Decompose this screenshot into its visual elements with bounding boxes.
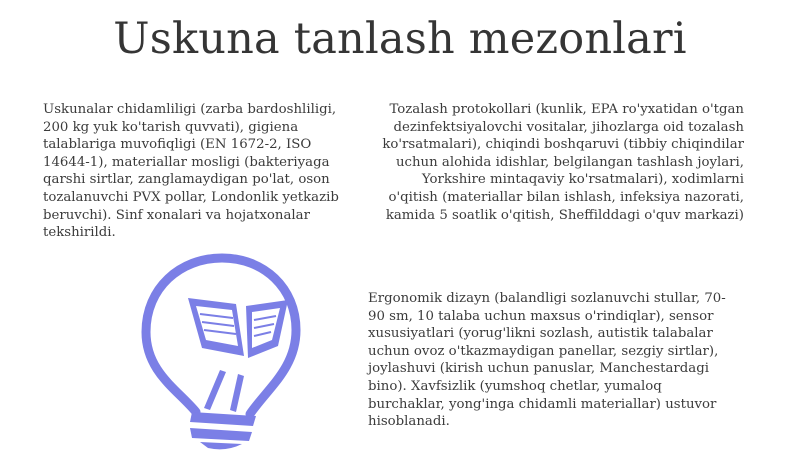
durability-paragraph: Uskunalar chidamliligi (zarba bardoshliligi, 200 kg yuk ko'tarish quvvati), gigiena talablariga muvofiqligi (EN 1672-2, ISO 14644-1), materiallar mosligi (bakteriyaga qarshi sirtlar, zanglamaydigan po'lat, oson tozalanuvchi PVX pollar, Londonlik yetkazib beruvchi). Sinf xonalari va hojatxonalar tekshirildi.	[43, 102, 339, 241]
cleaning-paragraph: Tozalash protokollari (kunlik, EPA ro'yxatidan o'tgan dezinfektsiyalovchi vositalar, jihozlarga oid tozalash ko'rsatmalari), chiqindi boshqaruvi (tibbiy chiqindilar uchun alohida idishlar, belgilangan tashlash joylari, Yorkshire mintaqaviy ko'rsatmalari), xodimlarni o'qitish (materiallar bilan ishlash, infeksiya nazorati, kamida 5 soatlik o'qitish, Sheffilddagi o'quv markazi)	[382, 102, 744, 223]
lightbulb-book-icon	[118, 250, 318, 450]
ergonomics-paragraph: Ergonomik dizayn (balandligi sozlanuvchi stullar, 70-90 sm, 10 talaba uchun maxsus o'rindiqlar), sensor xususiyatlari (yorug'likni sozlash, autistik talabalar uchun ovoz o'tkazmaydigan panellar, sezgiy sirtlar), joylashuvi (kirish uchun panuslar, Manchestardagi bino). Xavfsizlik (yumshoq chetlar, yumaloq burchaklar, yong'inga chidamli materiallar) ustuvor hisoblanadi.	[368, 291, 726, 430]
page-title: Uskuna tanlash mezonlari	[113, 14, 687, 64]
